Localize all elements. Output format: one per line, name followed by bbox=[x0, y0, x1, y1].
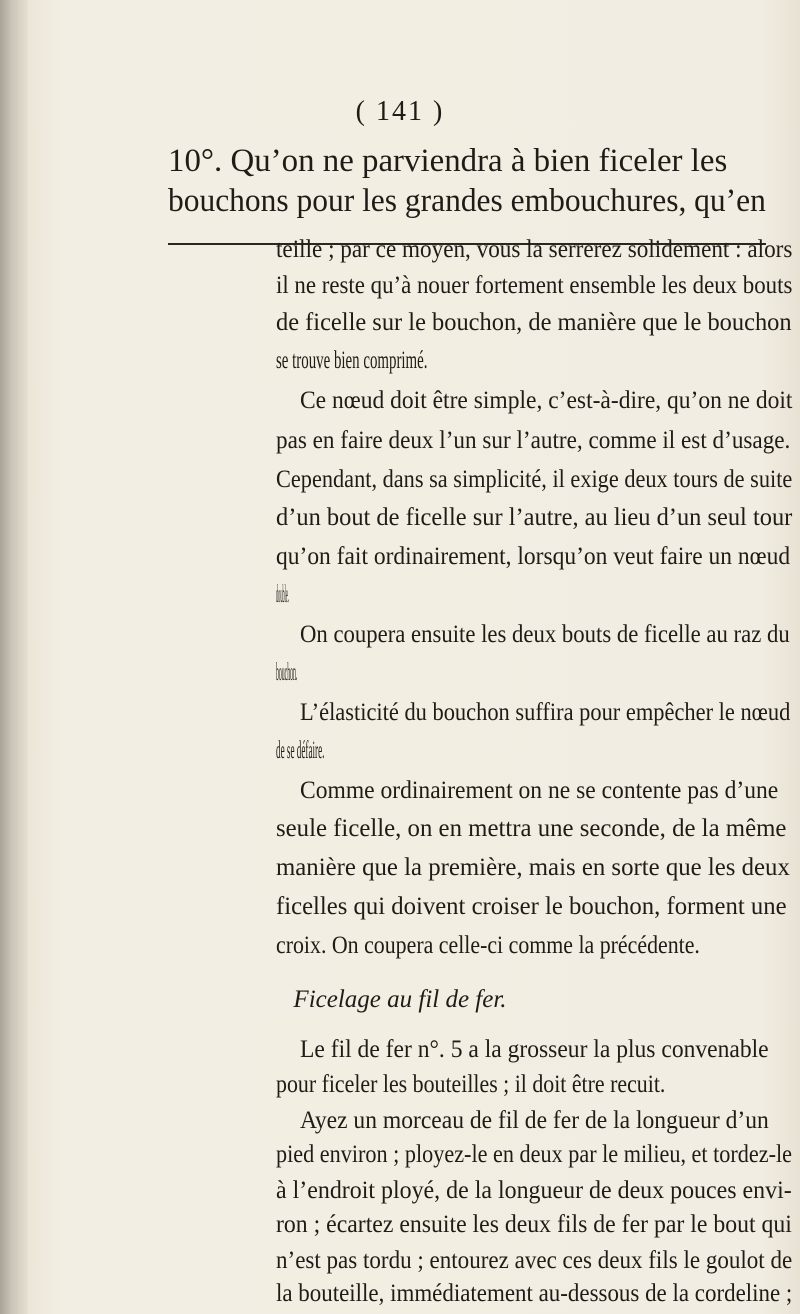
body-line: pas en faire deux l’un sur l’autre, comme il est d’usage. bbox=[276, 427, 791, 454]
body-line: teille ; par ce moyen, vous la serrerez solidement : alors bbox=[276, 236, 793, 263]
body-line: pour ficeler les bouteilles ; il doit être recuit. bbox=[276, 1071, 666, 1098]
body-line: On coupera ensuite les deux bouts de ficelle au raz du bbox=[300, 621, 790, 648]
body-line: la bouteille, immédiatement au-dessous de la cordeline ; bbox=[276, 1280, 793, 1307]
body-line: d’un bout de ficelle sur l’autre, au lieu d’un seul tour bbox=[276, 504, 793, 531]
body-line: Ayez un morceau de fil de fer de la longueur d’un bbox=[300, 1106, 769, 1134]
body-line: Le fil de fer n°. 5 a la grosseur la plus convenable bbox=[300, 1035, 769, 1063]
body-line: se trouve bien comprimé. bbox=[276, 347, 428, 374]
body-line: Cependant, dans sa simplicité, il exige deux tours de suite bbox=[276, 466, 793, 493]
body-line: à l’endroit ployé, de la longueur de deux pouces envi- bbox=[276, 1176, 792, 1204]
body-line: L’élasticité du bouchon suffira pour empêcher le nœud bbox=[300, 699, 791, 726]
heading-line-2: bouchons pour les grandes embouchures, qu’en bbox=[168, 183, 766, 219]
body-line: ficelles qui doivent croiser le bouchon, forment une bbox=[276, 893, 787, 920]
body-line: croix. On coupera celle-ci comme la précédente. bbox=[276, 932, 700, 959]
body-line: ron ; écartez ensuite les deux fils de fer par le bout qui bbox=[276, 1211, 792, 1238]
body-line: pied environ ; ployez-le en deux par le milieu, et tordez-le bbox=[276, 1141, 793, 1168]
page-binding-shadow bbox=[0, 0, 28, 1314]
section-heading: Ficelage au fil de fer. bbox=[293, 986, 507, 1013]
body-line: double. bbox=[276, 581, 289, 608]
body-line: de ficelle sur le bouchon, de manière que le bouchon bbox=[276, 309, 792, 336]
body-line: Comme ordinairement on ne se contente pas d’une bbox=[300, 777, 779, 804]
heading-line-1: 10°. Qu’on ne parviendra à bien ficeler les bbox=[168, 143, 728, 179]
body-line: manière que la première, mais en sorte que les deux bbox=[276, 854, 790, 881]
body-line: il ne reste qu’à nouer fortement ensemble les deux bouts bbox=[276, 272, 793, 299]
body-line: Ce nœud doit être simple, c’est-à-dire, qu’on ne doit bbox=[300, 387, 793, 414]
body-line: bouchon. bbox=[276, 659, 298, 686]
body-line: de se défaire. bbox=[276, 737, 325, 764]
body-line: qu’on fait ordinairement, lorsqu’on veut faire un nœud bbox=[276, 543, 791, 570]
body-line: seule ficelle, on en mettra une seconde, de la même bbox=[276, 815, 787, 842]
page-number: ( 141 ) bbox=[355, 96, 445, 127]
body-line: n’est pas tordu ; entourez avec ces deux fils le goulot de bbox=[276, 1246, 793, 1274]
